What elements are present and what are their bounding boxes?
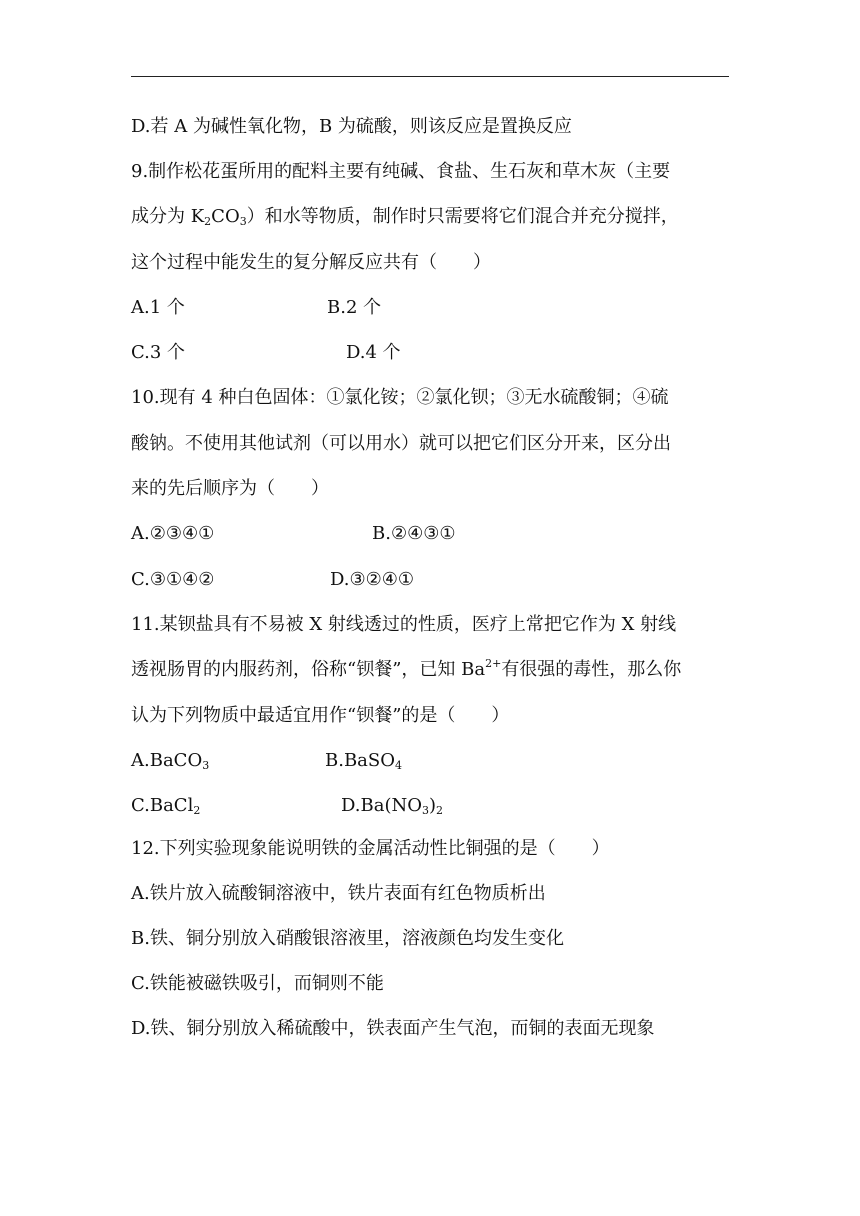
q9-stem-line2: 成分为 $K_2CO_3$）和水等物质，制作时只需要将它们混合并充分搅拌， — [131, 206, 679, 228]
q11-stem-line1: 11.某钡盐具有不易被 X 射线透过的性质，医疗上常把它作为 X 射线 — [131, 614, 677, 635]
q10-stem-line1: 10.现有 4 种白色固体：①氯化铵；②氯化钡；③无水硫酸铜；④硫 — [131, 387, 669, 408]
q11-option-a: A.BaCO$_3$ — [131, 750, 210, 772]
q12-option-a: A.铁片放入硫酸铜溶液中，铁片表面有红色物质析出 — [131, 883, 546, 904]
q10-option-c: C.③①④② — [131, 569, 215, 590]
q10-option-b: B.②④③① — [372, 523, 456, 544]
q9-option-d: D.4 个 — [346, 342, 401, 363]
q11-option-c: C.BaCl$_2$ — [131, 795, 201, 817]
q10-option-d: D.③②④① — [330, 569, 415, 590]
q11-stem-line3: 认为下列物质中最适宜用作“钡餐”的是（ ） — [131, 705, 510, 726]
q12-option-b: B.铁、铜分别放入硝酸银溶液里，溶液颜色均发生变化 — [131, 928, 564, 949]
q8-option-d: D.若 A 为碱性氧化物，B 为硫酸，则该反应是置换反应 — [131, 116, 572, 137]
q9-option-b: B.2 个 — [327, 297, 382, 318]
q10-option-a: A.②③④① — [131, 523, 215, 544]
q12-option-c: C.铁能被磁铁吸引，而铜则不能 — [131, 973, 384, 994]
q9-stem-line1: 9.制作松花蛋所用的配料主要有纯碱、食盐、生石灰和草木灰（主要 — [131, 161, 671, 182]
header-rule — [131, 76, 729, 77]
q11-option-d: $D.Ba(NO_3)_2$ — [341, 795, 444, 817]
q10-stem-line3: 来的先后顺序为（ ） — [131, 478, 329, 499]
q11-stem-line2: 透视肠胃的内服药剂，俗称“钡餐”，已知 $Ba^{2+}$有很强的毒性，那么你 — [131, 657, 682, 680]
q9-stem-line3: 这个过程中能发生的复分解反应共有（ ） — [131, 252, 491, 273]
q9-option-a: A.1 个 — [131, 297, 185, 318]
q11-option-b: B.BaSO$_4$ — [325, 750, 402, 772]
q9-option-c: C.3 个 — [131, 342, 186, 363]
q10-stem-line2: 酸钠。不使用其他试剂（可以用水）就可以把它们区分开来，区分出 — [131, 433, 671, 454]
q12-stem: 12.下列实验现象能说明铁的金属活动性比铜强的是（ ） — [131, 838, 610, 859]
q12-option-d: D.铁、铜分别放入稀硫酸中，铁表面产生气泡，而铜的表面无现象 — [131, 1018, 655, 1039]
